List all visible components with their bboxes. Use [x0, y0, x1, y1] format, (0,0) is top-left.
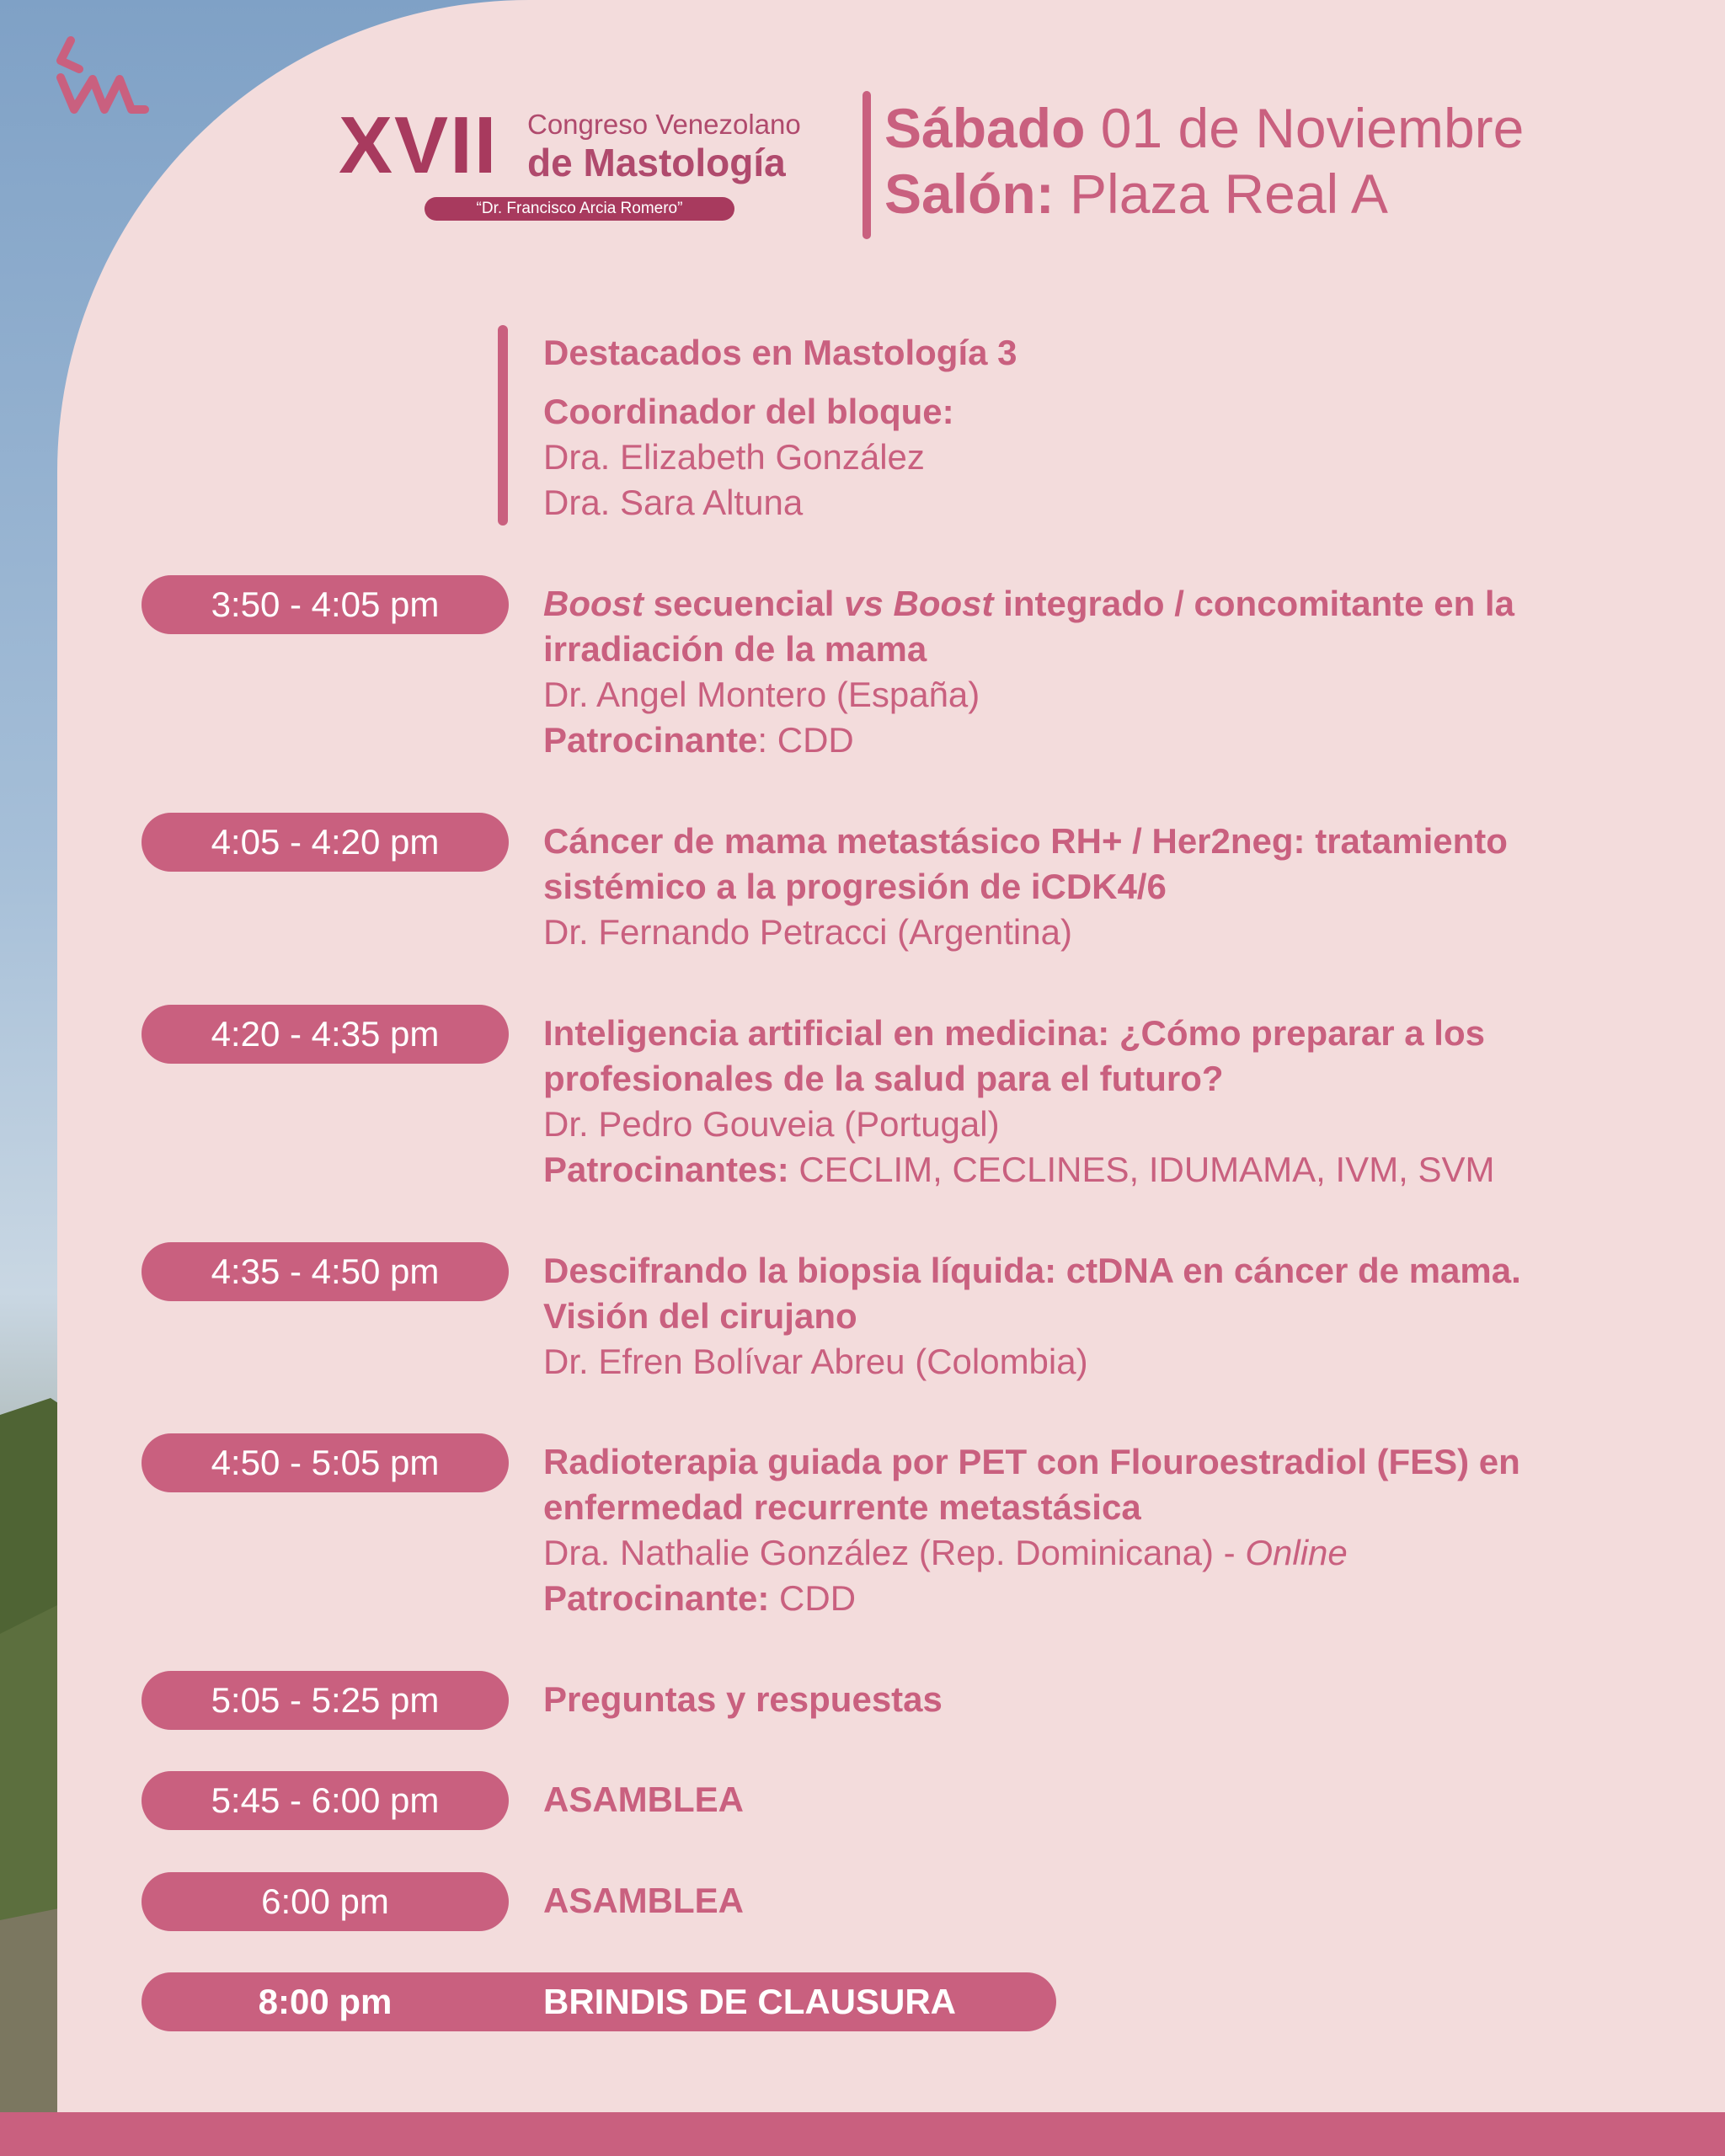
- congress-name-line2: de Mastología: [527, 141, 786, 184]
- session-speaker: [543, 1530, 1605, 1576]
- session-time-pill: 3:50 - 4:05 pm: [142, 575, 509, 634]
- session-title-line2: enfermedad recurrente metastásica: [543, 1487, 1141, 1527]
- session-entry: [543, 1248, 1605, 1385]
- sponsor-label: Patrocinante: [543, 720, 758, 760]
- session-entry: [543, 1011, 1605, 1193]
- footer-bar: [0, 2112, 1725, 2156]
- session-entry: [543, 581, 1605, 763]
- session-title: Cáncer de mama metastásico RH+ / Her2neg: tratamiento: [543, 821, 1508, 861]
- sponsor-value: : CDD: [757, 720, 854, 760]
- date-text: 01 de Noviembre: [1100, 97, 1525, 159]
- session-entry: [543, 1677, 1605, 1722]
- session-time-pill: 4:50 - 5:05 pm: [142, 1433, 509, 1492]
- session-entry: [543, 819, 1605, 955]
- session-entry: [543, 1878, 1605, 1924]
- session-time-pill: 6:00 pm: [142, 1872, 509, 1931]
- speaker-mode: Online: [1245, 1533, 1348, 1572]
- congress-edition-numeral: XVII: [339, 100, 499, 190]
- session-time-pill: 4:05 - 4:20 pm: [142, 813, 509, 872]
- session-time-pill: 5:05 - 5:25 pm: [142, 1671, 509, 1730]
- block-accent-bar: [498, 325, 508, 526]
- block-title: Destacados en Mastología 3: [543, 333, 1017, 372]
- congress-name-line1: Congreso Venezolano: [527, 109, 801, 140]
- session-sponsor: [543, 1576, 1605, 1621]
- session-title: ASAMBLEA: [543, 1881, 744, 1920]
- coordinator-name: Dra. Sara Altuna: [543, 483, 804, 522]
- room-label: Salón:: [884, 163, 1055, 225]
- session-title-line2: Visión del cirujano: [543, 1296, 857, 1336]
- session-title-line2: profesionales de la salud para el futuro?: [543, 1059, 1224, 1098]
- session-title: Preguntas y respuestas: [543, 1679, 943, 1719]
- session-sponsor: [543, 718, 1605, 763]
- closing-time: 8:00 pm: [258, 1982, 393, 2021]
- closing-title: BRINDIS DE CLAUSURA: [543, 1982, 957, 2021]
- session-title-line2: irradiación de la mama: [543, 629, 927, 669]
- session-time-pill: 4:35 - 4:50 pm: [142, 1242, 509, 1301]
- honoree-badge: “Dr. Francisco Arcia Romero”: [425, 197, 734, 221]
- session-title: ASAMBLEA: [543, 1780, 744, 1819]
- header-divider: [862, 91, 871, 239]
- svm-logo-icon: [54, 35, 152, 125]
- session-title: Inteligencia artificial en medicina: ¿Cómo preparar a los: [543, 1013, 1485, 1053]
- sponsor-value: CECLIM, CECLINES, IDUMAMA, IVM, SVM: [788, 1150, 1495, 1189]
- session-title: [543, 581, 1605, 627]
- event-room: [884, 160, 1388, 227]
- day-label: Sábado: [884, 97, 1086, 159]
- title-text: integrado / concomitante en la: [993, 584, 1514, 623]
- session-time-pill: 5:45 - 6:00 pm: [142, 1771, 509, 1830]
- sponsor-value: CDD: [769, 1578, 857, 1618]
- sponsor-label: Patrocinantes:: [543, 1150, 789, 1189]
- session-sponsor: [543, 1147, 1605, 1193]
- session-time-pill: 4:20 - 4:35 pm: [142, 1005, 509, 1064]
- title-italic: vs Boost: [844, 584, 994, 623]
- room-name: Plaza Real A: [1070, 163, 1388, 225]
- session-title: Descifrando la biopsia líquida: ctDNA en cáncer de mama.: [543, 1251, 1521, 1290]
- sponsor-label: Patrocinante:: [543, 1578, 770, 1618]
- session-speaker: Dr. Pedro Gouveia (Portugal): [543, 1104, 1000, 1144]
- session-speaker: Dr. Angel Montero (España): [543, 675, 980, 714]
- closing-event-pill: [142, 1972, 1056, 2031]
- title-text: secuencial: [644, 584, 845, 623]
- session-title: Radioterapia guiada por PET con Flouroestradiol (FES) en: [543, 1442, 1520, 1481]
- session-speaker: Dr. Efren Bolívar Abreu (Colombia): [543, 1342, 1088, 1381]
- session-entry: [543, 1777, 1605, 1822]
- coordinator-name: Dra. Elizabeth González: [543, 437, 925, 477]
- event-date: [884, 94, 1524, 162]
- session-speaker: Dr. Fernando Petracci (Argentina): [543, 912, 1072, 952]
- coordinator-label: Coordinador del bloque:: [543, 392, 954, 431]
- title-italic: Boost: [543, 584, 644, 623]
- speaker-name: Dra. Nathalie González (Rep. Dominicana) -: [543, 1533, 1246, 1572]
- congress-logo: [339, 99, 827, 226]
- session-entry: [543, 1439, 1605, 1621]
- session-title-line2: sistémico a la progresión de iCDK4/6: [543, 867, 1167, 906]
